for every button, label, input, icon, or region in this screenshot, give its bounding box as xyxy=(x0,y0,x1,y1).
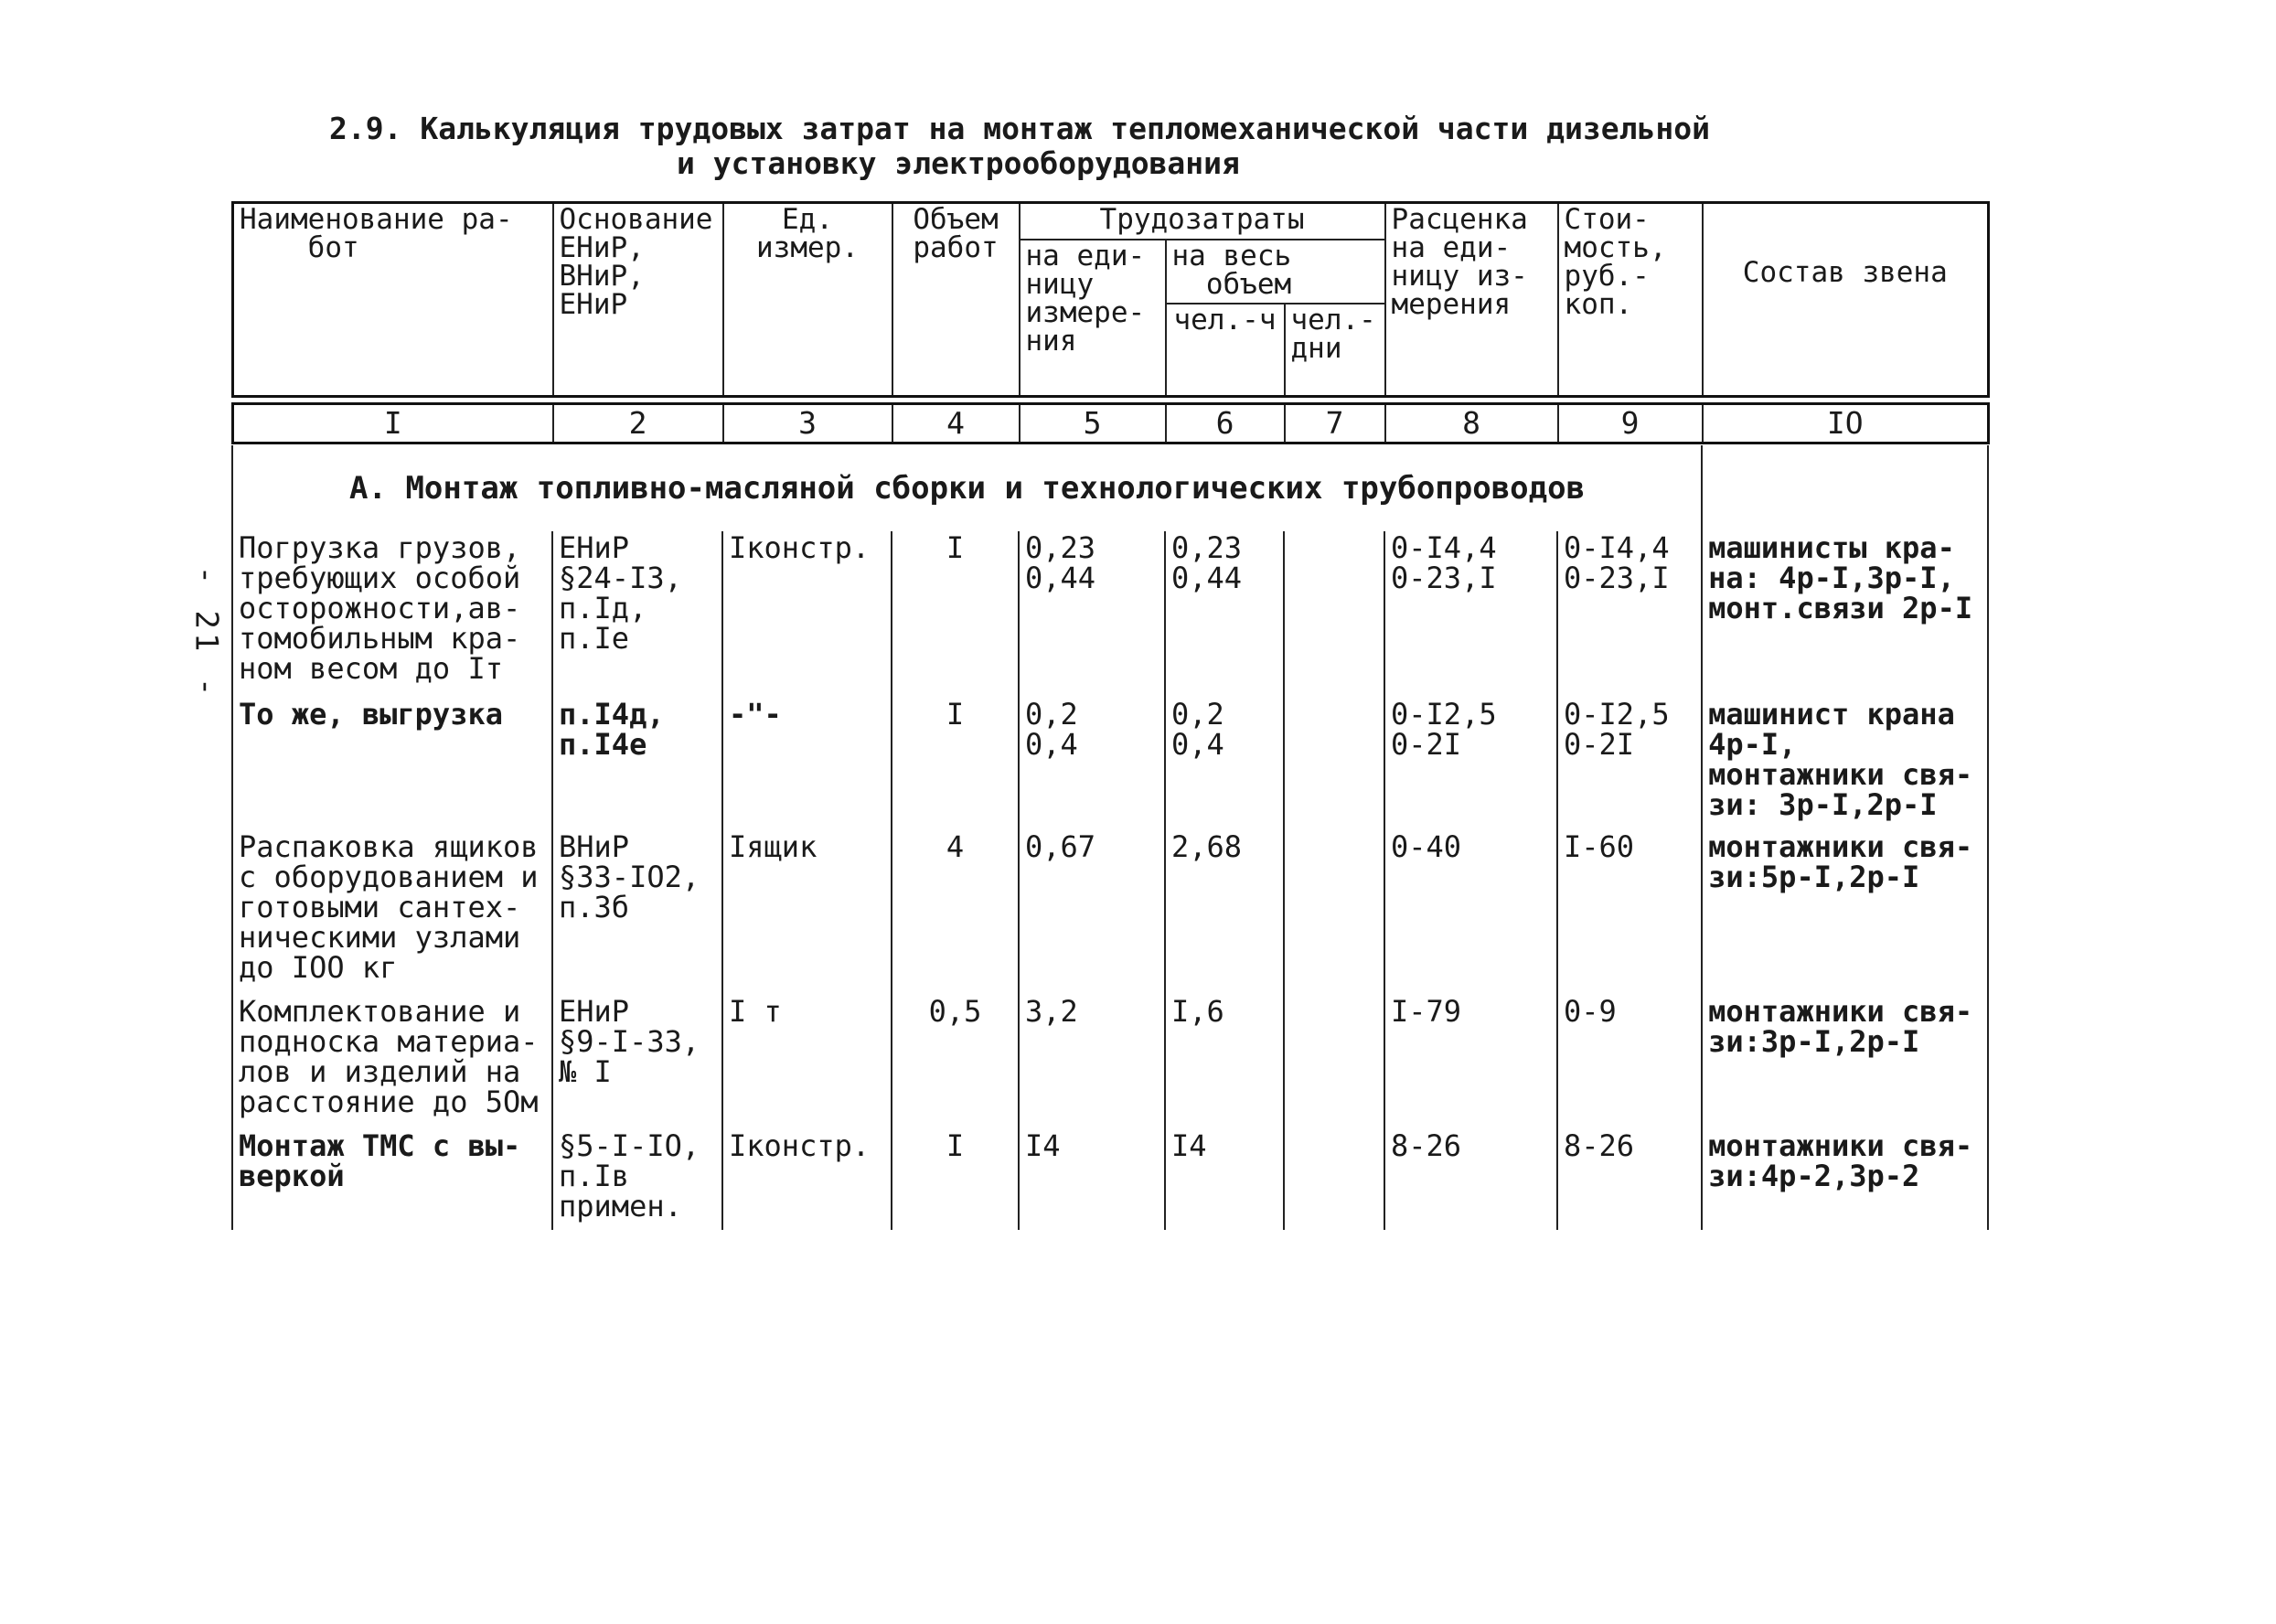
work-man-days xyxy=(1284,531,1384,698)
work-man-days xyxy=(1284,830,1384,995)
work-volume: I xyxy=(892,698,1019,830)
column-number: 5 xyxy=(1020,404,1166,443)
work-crew: машинист крана 4р-I, монтажники свя- зи: 3р-I,2р-I xyxy=(1702,698,1988,830)
work-man-hours: 0,23 0,44 xyxy=(1165,531,1284,698)
work-basis: ЕНиР §24-I3, п.Iд, п.Iе xyxy=(552,531,722,698)
work-rate: 0-40 xyxy=(1384,830,1557,995)
work-cost: I-60 xyxy=(1557,830,1702,995)
column-number: 2 xyxy=(553,404,723,443)
work-name: То же, выгрузка xyxy=(239,698,503,732)
work-rate: 0-I4,4 0-23,I xyxy=(1384,531,1557,698)
work-basis: ВНиР §33-IO2, п.3б xyxy=(552,830,722,995)
header-whole-volume: на весь объем xyxy=(1166,240,1385,304)
work-man-hours: 0,2 0,4 xyxy=(1165,698,1284,830)
column-number: I xyxy=(383,405,402,441)
work-name: Погрузка грузов, требующих особой осторожности,ав- томобильным кра- ном весом до Iт xyxy=(239,531,521,686)
work-rate: 0-I2,5 0-2I xyxy=(1384,698,1557,830)
work-name: Распаковка ящиков с оборудованием и готовыми сантех- ническими узлами до IOO кг xyxy=(239,830,539,985)
document-title xyxy=(329,112,1884,181)
work-rate: I-79 xyxy=(1384,995,1557,1129)
work-man-hours: I4 xyxy=(1165,1129,1284,1230)
title-line-1: 2.9. Калькуляция трудовых затрат на монтаж тепломеханической части дизельной xyxy=(329,111,1710,146)
work-unit: I т xyxy=(722,995,892,1129)
header-man-hours: чел.-ч xyxy=(1166,304,1285,397)
section-title: А. Монтаж топливно-масляной сборки и технологических трубопроводов xyxy=(349,469,1586,507)
work-cost: 0-9 xyxy=(1557,995,1702,1129)
work-per-unit: 0,67 xyxy=(1019,830,1165,995)
work-rate: 8-26 xyxy=(1384,1129,1557,1230)
work-crew: монтажники свя- зи:5р-I,2р-I xyxy=(1702,830,1988,995)
work-per-unit: 0,2 0,4 xyxy=(1019,698,1165,830)
work-volume: 0,5 xyxy=(892,995,1019,1129)
work-per-unit: 3,2 xyxy=(1019,995,1165,1129)
header-volume: Объем работ xyxy=(892,203,1020,397)
section-crew-empty xyxy=(1702,445,1988,531)
header-per-unit: на еди- ницу измере- ния xyxy=(1020,240,1166,397)
work-volume: I xyxy=(892,531,1019,698)
work-unit: -"- xyxy=(722,698,892,830)
header-crew: Состав звена xyxy=(1703,203,1989,397)
work-volume: 4 xyxy=(892,830,1019,995)
work-unit: Iящик xyxy=(722,830,892,995)
work-crew: монтажники свя- зи:4р-2,3р-2 xyxy=(1702,1129,1988,1230)
work-cost: 0-I2,5 0-2I xyxy=(1557,698,1702,830)
column-number: 3 xyxy=(723,404,892,443)
work-per-unit: 0,23 0,44 xyxy=(1019,531,1165,698)
work-basis: ЕНиР §9-I-33, № I xyxy=(552,995,722,1129)
column-number: 6 xyxy=(1166,404,1285,443)
work-cost: 8-26 xyxy=(1557,1129,1702,1230)
header-unit: Ед. измер. xyxy=(723,203,892,397)
work-man-hours: I,6 xyxy=(1165,995,1284,1129)
column-number: 7 xyxy=(1285,404,1385,443)
column-number: 4 xyxy=(892,404,1020,443)
work-cost: 0-I4,4 0-23,I xyxy=(1557,531,1702,698)
header-cost: Стои- мость, руб.- коп. xyxy=(1558,203,1703,397)
work-volume: I xyxy=(892,1129,1019,1230)
work-per-unit: I4 xyxy=(1019,1129,1165,1230)
work-man-days xyxy=(1284,995,1384,1129)
work-unit: Iконстр. xyxy=(722,531,892,698)
work-name: Монтаж ТМС с вы- веркой xyxy=(239,1129,521,1193)
header-basis: Основание ЕНиР, ВНиР, ЕНиР xyxy=(553,203,723,397)
column-number: 9 xyxy=(1558,404,1703,443)
header-rate: Расценка на еди- ницу из- мерения xyxy=(1385,203,1558,397)
header-labor: Трудозатраты xyxy=(1020,203,1385,240)
column-number: 8 xyxy=(1385,404,1558,443)
work-man-hours: 2,68 xyxy=(1165,830,1284,995)
header-work-name: Наименование ра- бот xyxy=(233,203,553,397)
work-basis: п.I4д, п.I4е xyxy=(552,698,722,830)
table-header xyxy=(231,201,1990,398)
work-name: Комплектование и подноска материа- лов и изделий на расстояние до 5Ом xyxy=(239,995,539,1119)
header-man-days: чел.- дни xyxy=(1285,304,1385,397)
work-man-days xyxy=(1284,1129,1384,1230)
page-number: - 21 - xyxy=(187,565,225,700)
work-man-days xyxy=(1284,698,1384,830)
table-body xyxy=(231,445,1989,1230)
title-line-2: и установку электрооборудования xyxy=(677,145,1240,181)
work-crew: машинисты кра- на: 4р-I,3р-I, монт.связи 2р-I xyxy=(1702,531,1988,698)
column-number: IO xyxy=(1703,404,1989,443)
column-numbers-row xyxy=(231,402,1990,444)
work-unit: Iконстр. xyxy=(722,1129,892,1230)
work-crew: монтажники свя- зи:3р-I,2р-I xyxy=(1702,995,1988,1129)
work-basis: §5-I-IO, п.Iв примен. xyxy=(552,1129,722,1230)
